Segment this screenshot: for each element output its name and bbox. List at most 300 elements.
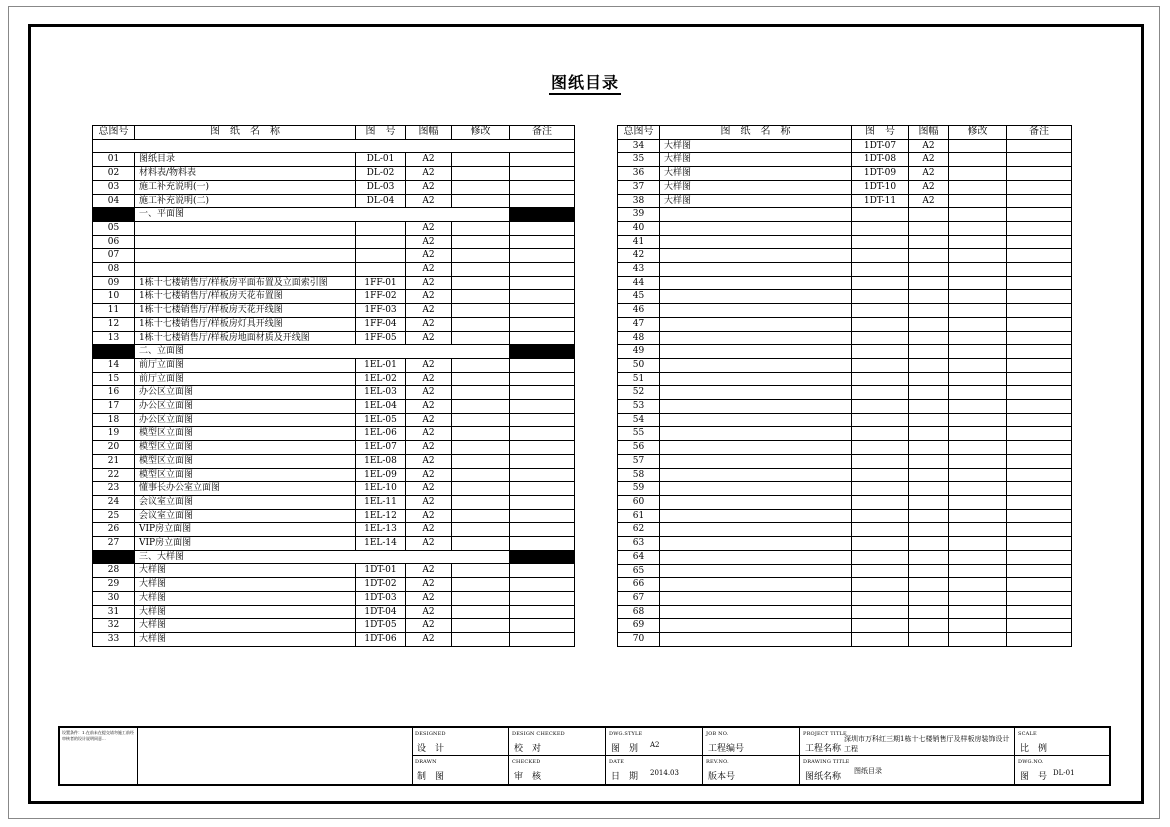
note-cell: [1007, 386, 1072, 400]
revision-cell: [452, 331, 510, 345]
drawing-code: [852, 400, 909, 414]
revision-cell: [949, 139, 1007, 153]
note-cell: [1007, 317, 1072, 331]
table-row: [93, 194, 575, 208]
table-row: [618, 564, 1072, 578]
revision-cell: [949, 194, 1007, 208]
revision-cell: [452, 413, 510, 427]
drawing-name: 材料表/物料表: [135, 167, 356, 181]
table-row: [93, 427, 575, 441]
revision-cell: [452, 372, 510, 386]
drawing-number: 28: [93, 564, 135, 578]
drawing-number: 35: [618, 153, 660, 167]
note-cell: [510, 468, 575, 482]
drawing-number: 67: [618, 591, 660, 605]
drawing-name: [660, 345, 852, 359]
page-title-text: 图纸目录: [549, 73, 621, 95]
table-row: [93, 441, 575, 455]
table-row: [93, 386, 575, 400]
drawing-name: [660, 221, 852, 235]
drawing-code: 1DT-09: [852, 167, 909, 181]
table-row: [618, 400, 1072, 414]
note-cell: [1007, 564, 1072, 578]
table-row: [93, 413, 575, 427]
note-cell: [510, 317, 575, 331]
drawing-size: [909, 386, 949, 400]
drawing-size: A2: [406, 605, 452, 619]
note-cell: [1007, 605, 1072, 619]
note-cell: [1007, 509, 1072, 523]
dwg-style-cell: [606, 728, 702, 756]
drawing-number: 25: [93, 509, 135, 523]
drawing-code: [852, 578, 909, 592]
drawing-size: A2: [406, 386, 452, 400]
drawing-code: [356, 263, 406, 277]
note-cell: [1007, 537, 1072, 551]
note-cell: [510, 249, 575, 263]
note-cell: [510, 591, 575, 605]
drawing-size: A2: [406, 153, 452, 167]
note-cell: [510, 564, 575, 578]
drawing-size: [909, 290, 949, 304]
drawing-size: A2: [406, 591, 452, 605]
table-header-row: [618, 126, 1072, 140]
table-row: [618, 591, 1072, 605]
drawing-name: 模型区立面图: [135, 441, 356, 455]
date-cell: [606, 756, 702, 784]
drawing-code: 1EL-05: [356, 413, 406, 427]
table-row: [93, 263, 575, 277]
drawing-number: 43: [618, 263, 660, 277]
drawn-value: 制 图: [417, 772, 445, 782]
revision-cell: [949, 386, 1007, 400]
drawing-number: 08: [93, 263, 135, 277]
drawing-number: 46: [618, 304, 660, 318]
drawing-name: [660, 276, 852, 290]
drawing-code: 1DT-06: [356, 633, 406, 647]
drawing-code: DL-04: [356, 194, 406, 208]
table-row: [618, 167, 1072, 181]
note-cell: [510, 276, 575, 290]
table-row: [618, 454, 1072, 468]
revision-cell: [949, 208, 1007, 222]
note-cell: [1007, 180, 1072, 194]
drawing-code: 1DT-01: [356, 564, 406, 578]
title-block-notes: 设置条件：1.在前未在提交请勿施工前经审核者的设计说明同意...: [60, 728, 138, 784]
section-marker: [93, 208, 135, 222]
revision-cell: [452, 180, 510, 194]
scale-cell: [1015, 728, 1109, 756]
drawing-number: 32: [93, 619, 135, 633]
revision-cell: [949, 249, 1007, 263]
note-cell: [510, 619, 575, 633]
table-row: [93, 221, 575, 235]
drawing-size: A2: [406, 454, 452, 468]
drawing-size: A2: [909, 167, 949, 181]
revision-cell: [949, 372, 1007, 386]
revision-cell: [949, 454, 1007, 468]
drawing-name: 大样图: [660, 180, 852, 194]
drawing-name: [660, 386, 852, 400]
dwg-style-label: DWG.STYLE: [609, 731, 643, 737]
drawing-code: [852, 358, 909, 372]
note-cell: [1007, 263, 1072, 277]
revision-cell: [452, 194, 510, 208]
drawing-code: 1EL-12: [356, 509, 406, 523]
drawing-size: A2: [406, 235, 452, 249]
revision-cell: [949, 304, 1007, 318]
drawing-title-cell: [800, 756, 1014, 784]
drawing-number: 19: [93, 427, 135, 441]
drawing-code: 1FF-03: [356, 304, 406, 318]
col-header-note: 备注: [510, 126, 575, 140]
col-header-no: 总图号: [93, 126, 135, 140]
drawing-name: [660, 495, 852, 509]
note-cell: [510, 427, 575, 441]
project-name: 深圳市万科红三期1栋十七楼销售厅及样板房装饰设计工程: [844, 735, 1010, 753]
drawing-code: DL-01: [356, 153, 406, 167]
drawing-name: [660, 249, 852, 263]
drawing-code: [356, 235, 406, 249]
drawing-code: [852, 468, 909, 482]
drawing-size: [909, 304, 949, 318]
note-cell: [510, 386, 575, 400]
drawing-number: 70: [618, 633, 660, 647]
revision-cell: [949, 468, 1007, 482]
drawing-code: 1EL-01: [356, 358, 406, 372]
drawing-name: [135, 249, 356, 263]
drawing-index-table-left: [92, 125, 575, 647]
drawing-size: [909, 331, 949, 345]
drawing-name: 施工补充说明(二): [135, 194, 356, 208]
note-cell: [510, 605, 575, 619]
drawing-code: [852, 304, 909, 318]
drawing-name: [660, 633, 852, 647]
note-cell: [1007, 578, 1072, 592]
revision-cell: [949, 331, 1007, 345]
table-row: [93, 633, 575, 647]
title-block: [58, 726, 1111, 786]
table-row: [618, 304, 1072, 318]
design-checked-cell: [509, 728, 605, 756]
drawing-size: [909, 208, 949, 222]
drawing-code: 1EL-02: [356, 372, 406, 386]
drawing-size: A2: [909, 153, 949, 167]
drawing-size: A2: [406, 358, 452, 372]
section-row: [93, 345, 575, 359]
drawing-size: [909, 454, 949, 468]
drawing-size: [909, 523, 949, 537]
table-row: [618, 413, 1072, 427]
drawing-size: A2: [406, 221, 452, 235]
table-row: [618, 468, 1072, 482]
note-cell: [510, 290, 575, 304]
revision-cell: [949, 167, 1007, 181]
dwg-no-value: 图 号: [1020, 772, 1048, 782]
table-row: [618, 509, 1072, 523]
drawing-number: 63: [618, 537, 660, 551]
drawing-name: 大样图: [660, 167, 852, 181]
drawing-code: [852, 537, 909, 551]
drawing-number: 12: [93, 317, 135, 331]
drawing-name: 大样图: [135, 605, 356, 619]
table-row: [618, 441, 1072, 455]
note-cell: [1007, 194, 1072, 208]
drawing-name: [660, 331, 852, 345]
drawing-name: 施工补充说明(一): [135, 180, 356, 194]
revision-cell: [452, 317, 510, 331]
drawing-name: 会议室立面图: [135, 509, 356, 523]
drawing-number: 15: [93, 372, 135, 386]
table-header-row: [93, 126, 575, 140]
dwg-no-text: DL-01: [1053, 769, 1075, 777]
drawing-code: DL-03: [356, 180, 406, 194]
drawing-number: 34: [618, 139, 660, 153]
table-row: [618, 537, 1072, 551]
drawing-code: 1FF-05: [356, 331, 406, 345]
drawing-size: A2: [406, 468, 452, 482]
drawing-number: 02: [93, 167, 135, 181]
drawing-name: 大样图: [135, 564, 356, 578]
drawing-number: 54: [618, 413, 660, 427]
drawing-number: 38: [618, 194, 660, 208]
table-row: [618, 290, 1072, 304]
rev-no-value: 版本号: [708, 772, 736, 782]
drawing-code: 1DT-03: [356, 591, 406, 605]
table-row: [618, 235, 1072, 249]
drawing-code: [356, 221, 406, 235]
revision-cell: [949, 482, 1007, 496]
blank-cell: [93, 139, 575, 153]
title-block-blank: [138, 728, 413, 784]
drawing-name: [660, 317, 852, 331]
section-title: 三、大样图: [135, 550, 510, 564]
designed-label: DESIGNED: [415, 731, 446, 737]
revision-cell: [949, 619, 1007, 633]
table-row: [618, 633, 1072, 647]
note-cell: [510, 235, 575, 249]
table-row: [618, 619, 1072, 633]
drawing-name: [660, 605, 852, 619]
note-cell: [510, 331, 575, 345]
drawing-size: [909, 482, 949, 496]
drawing-code: 1EL-14: [356, 537, 406, 551]
table-row: [93, 167, 575, 181]
drawing-name: 会议室立面图: [135, 495, 356, 509]
rev-no-label: REV.NO.: [706, 759, 729, 765]
table-row: [93, 605, 575, 619]
drawing-code: [852, 413, 909, 427]
col-header-note: 备注: [1007, 126, 1072, 140]
table-row: [93, 358, 575, 372]
drawing-code: [852, 208, 909, 222]
drawing-size: [909, 509, 949, 523]
drawing-code: 1FF-02: [356, 290, 406, 304]
note-cell: [1007, 454, 1072, 468]
table-row: [93, 578, 575, 592]
revision-cell: [949, 509, 1007, 523]
drawing-number: 40: [618, 221, 660, 235]
revision-cell: [949, 358, 1007, 372]
drawing-name: [660, 372, 852, 386]
drawing-name: 1栋十七楼销售厅/样板房天花布置图: [135, 290, 356, 304]
note-cell: [510, 180, 575, 194]
drawing-size: A2: [406, 413, 452, 427]
note-cell: [1007, 413, 1072, 427]
dwg-style-value: 图 别: [611, 744, 639, 754]
drawing-size: [909, 441, 949, 455]
drawn-cell: [412, 756, 508, 784]
section-title: 二、立面图: [135, 345, 510, 359]
note-cell: [1007, 331, 1072, 345]
table-row: [618, 550, 1072, 564]
revision-cell: [452, 591, 510, 605]
drawing-name: [660, 509, 852, 523]
table-row: [618, 208, 1072, 222]
drawing-code: 1EL-03: [356, 386, 406, 400]
revision-cell: [949, 345, 1007, 359]
drawing-name: 大样图: [135, 578, 356, 592]
drawing-name: VIP房立面图: [135, 523, 356, 537]
drawing-number: 23: [93, 482, 135, 496]
table-row: [93, 454, 575, 468]
design-checked-value: 校 对: [514, 744, 542, 754]
note-cell: [1007, 619, 1072, 633]
drawing-name: 模型区立面图: [135, 468, 356, 482]
note-cell: [510, 441, 575, 455]
project-title-cell: [800, 728, 1014, 756]
note-cell: [510, 194, 575, 208]
note-cell: [1007, 550, 1072, 564]
drawing-number: 68: [618, 605, 660, 619]
table-row: [618, 139, 1072, 153]
drawing-number: 50: [618, 358, 660, 372]
note-cell: [1007, 523, 1072, 537]
table-row: [93, 523, 575, 537]
drawing-size: A2: [406, 263, 452, 277]
revision-cell: [452, 386, 510, 400]
table-row: [618, 153, 1072, 167]
revision-cell: [452, 523, 510, 537]
drawing-code: 1EL-08: [356, 454, 406, 468]
drawing-number: 26: [93, 523, 135, 537]
section-marker: [510, 345, 575, 359]
revision-cell: [452, 167, 510, 181]
drawing-name: 大样图: [135, 619, 356, 633]
drawing-name: 1栋十七楼销售厅/样板房平面布置及立面索引图: [135, 276, 356, 290]
note-cell: [510, 578, 575, 592]
table-row: [618, 331, 1072, 345]
drawing-number: 55: [618, 427, 660, 441]
drawing-number: 03: [93, 180, 135, 194]
drawing-code: [852, 619, 909, 633]
drawing-number: 66: [618, 578, 660, 592]
revision-cell: [949, 276, 1007, 290]
note-cell: [1007, 468, 1072, 482]
drawing-size: [909, 317, 949, 331]
drawing-size: [909, 537, 949, 551]
table-row: [618, 523, 1072, 537]
table-row: [93, 153, 575, 167]
drawing-code: [852, 564, 909, 578]
drawing-size: A2: [406, 564, 452, 578]
table-row: [93, 317, 575, 331]
drawing-size: [909, 550, 949, 564]
table-row: [93, 537, 575, 551]
drawing-size: [909, 345, 949, 359]
drawing-size: [909, 358, 949, 372]
drawing-name: [660, 550, 852, 564]
table-row: [93, 180, 575, 194]
table-row: [618, 372, 1072, 386]
table-row: [618, 495, 1072, 509]
drawing-size: [909, 400, 949, 414]
drawing-name: 大样图: [660, 139, 852, 153]
note-cell: [1007, 208, 1072, 222]
drawing-number: 04: [93, 194, 135, 208]
revision-cell: [949, 441, 1007, 455]
drawing-name: 模型区立面图: [135, 454, 356, 468]
drawing-number: 58: [618, 468, 660, 482]
drawing-number: 20: [93, 441, 135, 455]
table-row: [618, 345, 1072, 359]
drawing-size: [909, 605, 949, 619]
drawing-size: A2: [406, 427, 452, 441]
note-cell: [510, 304, 575, 318]
section-marker: [510, 208, 575, 222]
table-row: [618, 605, 1072, 619]
drawing-code: [852, 235, 909, 249]
revision-cell: [452, 276, 510, 290]
drawing-code: [852, 605, 909, 619]
drawing-number: 44: [618, 276, 660, 290]
drawing-name: 模型区立面图: [135, 427, 356, 441]
note-cell: [510, 523, 575, 537]
drawing-size: [909, 427, 949, 441]
note-cell: [1007, 495, 1072, 509]
designer-column: [412, 728, 509, 784]
drawing-name: [660, 578, 852, 592]
drawing-number: 11: [93, 304, 135, 318]
drawing-name: [660, 208, 852, 222]
drawing-number: 52: [618, 386, 660, 400]
drawn-label: DRAWN: [415, 759, 437, 765]
note-cell: [510, 167, 575, 181]
drawing-name: 图纸目录: [854, 767, 882, 775]
drawing-name: [660, 468, 852, 482]
note-cell: [510, 495, 575, 509]
drawing-code: [852, 482, 909, 496]
drawing-size: [909, 468, 949, 482]
drawing-name: [660, 304, 852, 318]
table-row: [93, 482, 575, 496]
drawing-number: 29: [93, 578, 135, 592]
revision-cell: [452, 221, 510, 235]
drawing-code: [852, 345, 909, 359]
drawing-code: [852, 633, 909, 647]
designed-value: 设 计: [417, 744, 445, 754]
drawing-number: 30: [93, 591, 135, 605]
drawing-size: A2: [406, 249, 452, 263]
note-cell: [510, 482, 575, 496]
revision-cell: [949, 427, 1007, 441]
style-date-column: [606, 728, 703, 784]
drawing-number: 69: [618, 619, 660, 633]
revision-cell: [452, 619, 510, 633]
table-row: [618, 317, 1072, 331]
table-row: [618, 427, 1072, 441]
table-row: [93, 249, 575, 263]
